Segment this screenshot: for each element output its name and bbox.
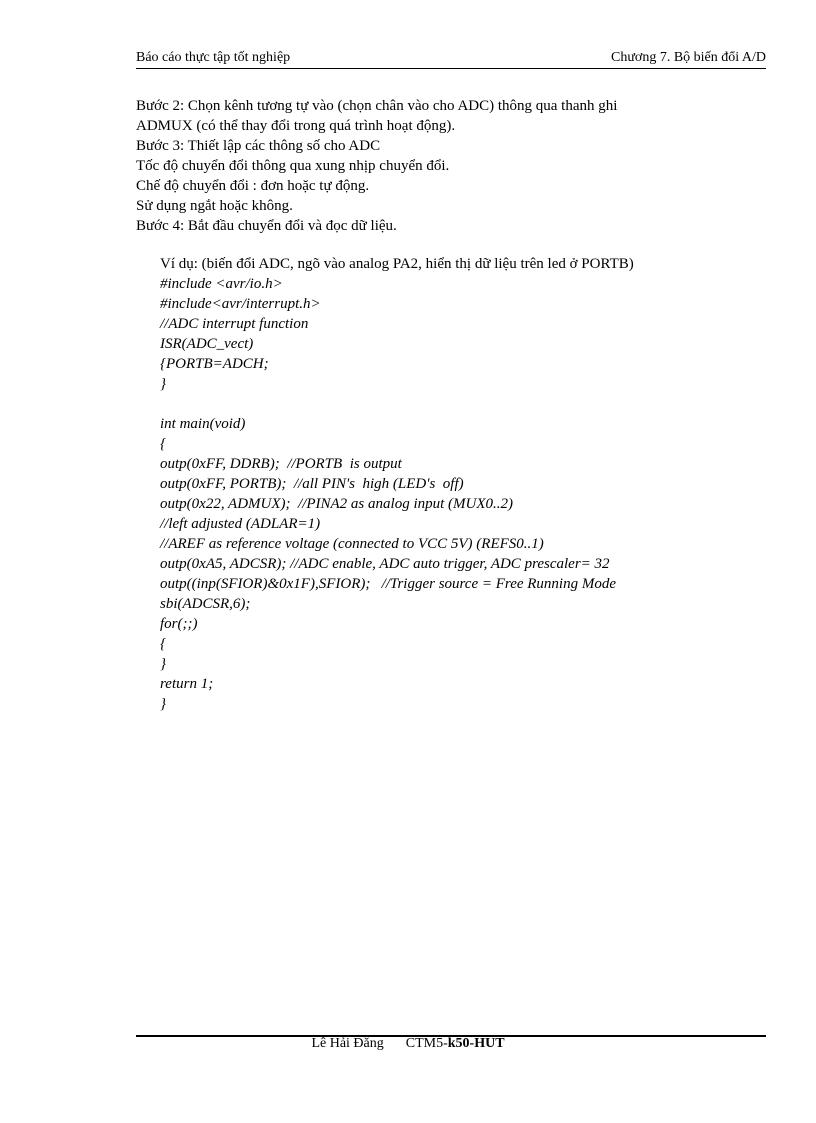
- code-line: outp((inp(SFIOR)&0x1F),SFIOR); //Trigger source = Free Running Mode: [160, 576, 616, 592]
- header-chapter-title: Chương 7. Bộ biến đổi A/D: [611, 50, 766, 65]
- code-line: int main(void): [160, 416, 246, 432]
- example-heading: Ví dụ: (biến đổi ADC, ngõ vào analog PA2, hiển thị dữ liệu trên led ở PORTB): [160, 256, 634, 272]
- intro-line: Chế độ chuyển đổi : đơn hoặc tự động.: [136, 178, 370, 194]
- page-header: [136, 48, 766, 69]
- code-block: [160, 274, 766, 714]
- code-line: return 1;: [160, 676, 214, 692]
- code-line: for(;;): [160, 616, 198, 632]
- code-line: [160, 394, 766, 414]
- footer-class-prefix: CTM5-: [405, 1036, 448, 1051]
- code-line: outp(0xFF, PORTB); //all PIN's high (LED's off): [160, 476, 464, 492]
- code-line: #include <avr/io.h>: [160, 276, 283, 292]
- footer-author: Lê Hải Đăng: [311, 1036, 384, 1051]
- intro-line: Bước 2: Chọn kênh tương tự vào (chọn chân vào cho ADC) thông qua thanh ghi: [136, 98, 618, 114]
- footer-class-suffix: k50-HUT: [447, 1036, 505, 1051]
- code-line: outp(0x22, ADMUX); //PINA2 as analog input (MUX0..2): [160, 496, 514, 512]
- code-line: {PORTB=ADCH;: [160, 356, 269, 372]
- code-line: {: [160, 636, 166, 652]
- intro-line: Sử dụng ngắt hoặc không.: [136, 198, 293, 214]
- code-line: outp(0xA5, ADCSR); //ADC enable, ADC auto trigger, ADC prescaler= 32: [160, 556, 610, 572]
- intro-text: [136, 96, 766, 236]
- code-line: outp(0xFF, DDRB); //PORTB is output: [160, 456, 402, 472]
- example-section: [160, 254, 766, 714]
- code-line: #include<avr/interrupt.h>: [160, 296, 321, 312]
- intro-line: Bước 4: Bắt đầu chuyển đổi và đọc dữ liệu.: [136, 218, 397, 234]
- header-report-title: Báo cáo thực tập tốt nghiệp: [136, 50, 291, 65]
- code-line: }: [160, 376, 166, 392]
- intro-line: ADMUX (có thể thay đổi trong quá trình hoạt động).: [136, 118, 456, 134]
- code-line: }: [160, 656, 166, 672]
- code-line: //AREF as reference voltage (connected to VCC 5V) (REFS0..1): [160, 536, 544, 552]
- page-footer: [0, 1036, 816, 1052]
- code-line: }: [160, 696, 166, 712]
- code-line: //ADC interrupt function: [160, 316, 309, 332]
- intro-line: Tốc độ chuyển đổi thông qua xung nhịp chuyển đổi.: [136, 158, 450, 174]
- intro-line: Bước 3: Thiết lập các thông số cho ADC: [136, 138, 381, 154]
- code-line: sbi(ADCSR,6);: [160, 596, 251, 612]
- code-line: {: [160, 436, 166, 452]
- code-line: ISR(ADC_vect): [160, 336, 254, 352]
- code-line: //left adjusted (ADLAR=1): [160, 516, 321, 532]
